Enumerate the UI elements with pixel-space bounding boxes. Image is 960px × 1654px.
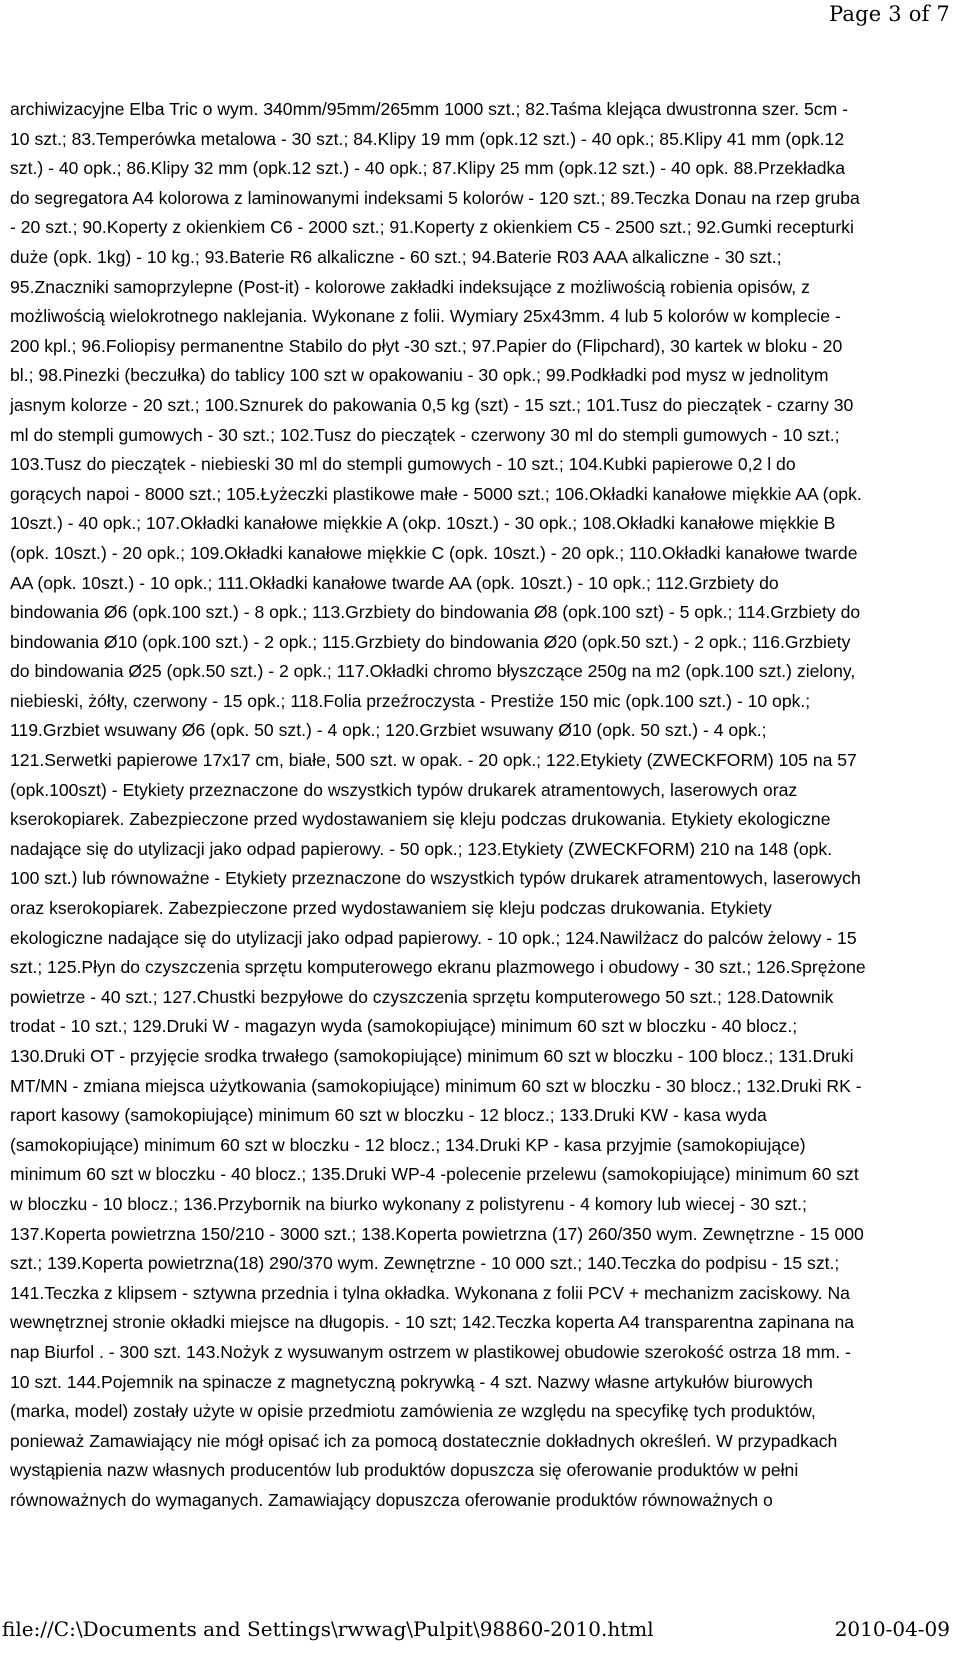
body-text-line: nadające się do utylizacji jako odpad papierowy. - 50 opk.; 123.Etykiety (ZWECKFORM) 210 na 148 (opk. bbox=[10, 838, 833, 859]
body-text-line: gorących napoi - 8000 szt.; 105.Łyżeczki plastikowe małe - 5000 szt.; 106.Okładki kanałowe miękkie AA (opk. bbox=[10, 483, 862, 504]
body-text-line: szt.) - 40 opk.; 86.Klipy 32 mm (opk.12 szt.) - 40 opk.; 87.Klipy 25 mm (opk.12 szt.) - 40 opk. 88.Przekładka bbox=[10, 158, 846, 179]
body-text-line: 137.Koperta powietrzna 150/210 - 3000 szt.; 138.Koperta powietrzna (17) 260/350 wym. Zewnętrzne - 15 000 bbox=[10, 1223, 864, 1244]
body-text-line: szt.; 125.Płyn do czyszczenia sprzętu komputerowego ekranu plazmowego i obudowy - 30 szt.; 126.Sprężone bbox=[10, 957, 866, 978]
body-text-line: szt.; 139.Koperta powietrzna(18) 290/370 wym. Zewnętrzne - 10 000 szt.; 140.Teczka do podpisu - 15 szt.; bbox=[10, 1253, 840, 1274]
body-text-line: do bindowania Ø25 (opk.50 szt.) - 2 opk.; 117.Okładki chromo błyszczące 250g na m2 (opk.100 szt.) zielony, bbox=[10, 661, 856, 682]
body-text-line: kserokopiarek. Zabezpieczone przed wydostawaniem się kleju podczas drukowania. Etykiety ekologiczne bbox=[10, 809, 831, 830]
body-text-line: minimum 60 szt w bloczku - 40 blocz.; 135.Druki WP-4 -polecenie przelewu (samokopiujące) minimum 60 szt bbox=[10, 1164, 859, 1185]
body-text-line: bindowania Ø10 (opk.100 szt.) - 2 opk.; 115.Grzbiety do bindowania Ø20 (opk.50 szt.) - 2 opk.; 116.Grzbiety bbox=[10, 631, 851, 652]
page-number: Page 3 of 7 bbox=[829, 2, 950, 26]
body-text-line: nap Biurfol . - 300 szt. 143.Nożyk z wysuwanym ostrzem w plastikowej obudowie szerokość ostrza 18 mm. - bbox=[10, 1341, 851, 1362]
body-text-line: ekologiczne nadające się do utylizacji jako odpad papierowy. - 10 opk.; 124.Nawilżacz do palców żelowy - 15 bbox=[10, 927, 857, 948]
body-text-line: MT/MN - zmiana miejsca użytkowania (samokopiujące) minimum 60 szt w bloczku - 30 blocz.; 132.Druki RK - bbox=[10, 1075, 862, 1096]
body-text-line: 103.Tusz do pieczątek - niebieski 30 ml do stempli gumowych - 10 szt.; 104.Kubki papierowe 0,2 l do bbox=[10, 454, 796, 475]
body-text-line: (marka, model) zostały użyte w opisie przedmiotu zamówienia ze względu na specyfikę tych produktów, bbox=[10, 1401, 816, 1422]
body-text-line: ponieważ Zamawiający nie mógł opisać ich za pomocą dostatecznie dokładnych określeń. W przypadkach bbox=[10, 1430, 838, 1451]
body-text-line: w bloczku - 10 blocz.; 136.Przybornik na biurko wykonany z polistyrenu - 4 komory lub wiecej - 30 szt.; bbox=[10, 1193, 807, 1214]
body-text-line: niebieski, żółty, czerwony - 15 opk.; 118.Folia przeźroczysta - Prestiże 150 mic (opk.100 szt.) - 10 opk.; bbox=[10, 690, 811, 711]
body-text-line: trodat - 10 szt.; 129.Druki W - magazyn wyda (samokopiujące) minimum 60 szt w bloczku - 40 blocz.; bbox=[10, 1016, 798, 1037]
body-text-line: 119.Grzbiet wsuwany Ø6 (opk. 50 szt.) - 4 opk.; 120.Grzbiet wsuwany Ø10 (opk. 50 szt.) - 4 opk.; bbox=[10, 720, 767, 741]
body-text-line: archiwizacyjne Elba Tric o wym. 340mm/95mm/265mm 1000 szt.; 82.Taśma klejąca dwustronna szer. 5cm - bbox=[10, 99, 848, 119]
body-text-line: 10 szt. 144.Pojemnik na spinacze z magnetyczną pokrywką - 4 szt. Nazwy własne artykułów biurowych bbox=[10, 1371, 813, 1392]
body-text-line: AA (opk. 10szt.) - 10 opk.; 111.Okładki kanałowe twarde AA (opk. 10szt.) - 10 opk.; 112.Grzbiety do bbox=[10, 572, 779, 593]
body-text-line: 200 kpl.; 96.Foliopisy permanentne Stabilo do płyt -30 szt.; 97.Papier do (Flipchard), 30 kartek w bloku - 20 bbox=[10, 335, 843, 356]
body-text-line: 121.Serwetki papierowe 17x17 cm, białe, 500 szt. w opak. - 20 opk.; 122.Etykiety (ZWECKFORM) 105 na 57 bbox=[10, 750, 857, 771]
body-text-line: równoważnych do wymaganych. Zamawiający dopuszcza oferowanie produktów równoważnych o bbox=[10, 1489, 773, 1510]
body-text-line: 95.Znaczniki samoprzylepne (Post-it) - kolorowe zakładki indeksujące z możliwością robienia opisów, z bbox=[10, 276, 810, 297]
body-text-line: oraz kserokopiarek. Zabezpieczone przed wydostawaniem się kleju podczas drukowania. Etykiety bbox=[10, 898, 772, 919]
body-text-line: możliwością wielokrotnego naklejania. Wykonane z folii. Wymiary 25x43mm. 4 lub 5 kolorów w komplecie - bbox=[10, 306, 841, 327]
body-text-line: 141.Teczka z klipsem - sztywna przednia i tylna okładka. Wykonana z folii PCV + mechanizm zaciskowy. Na bbox=[10, 1282, 850, 1303]
body-text-line: powietrze - 40 szt.; 127.Chustki bezpyłowe do czyszczenia sprzętu komputerowego 50 szt.; 128.Datownik bbox=[10, 986, 834, 1007]
body-text-line: 100 szt.) lub równoważne - Etykiety przeznaczone do wszystkich typów drukarek atramentowych, laserowych bbox=[10, 868, 861, 889]
body-text-line: duże (opk. 1kg) - 10 kg.; 93.Baterie R6 alkaliczne - 60 szt.; 94.Baterie R03 AAA alkaliczne - 30 szt.; bbox=[10, 246, 782, 267]
body-text-line: (opk. 10szt.) - 20 opk.; 109.Okładki kanałowe miękkie C (opk. 10szt.) - 20 opk.; 110.Okładki kanałowe twarde bbox=[10, 542, 858, 563]
body-text-line: - 20 szt.; 90.Koperty z okienkiem C6 - 2000 szt.; 91.Koperty z okienkiem C5 - 2500 szt.; 92.Gumki recepturki bbox=[10, 217, 854, 238]
body-text-line: do segregatora A4 kolorowa z laminowanymi indeksami 5 kolorów - 120 szt.; 89.Teczka Donau na rzep gruba bbox=[10, 187, 860, 208]
body-text-line: jasnym kolorze - 20 szt.; 100.Sznurek do pakowania 0,5 kg (szt) - 15 szt.; 101.Tusz do pieczątek - czarny 30 bbox=[10, 394, 854, 415]
body-text-line: (opk.100szt) - Etykiety przeznaczone do wszystkich typów drukarek atramentowych, laserowych oraz bbox=[10, 779, 798, 800]
body-text-line: 10 szt.; 83.Temperówka metalowa - 30 szt.; 84.Klipy 19 mm (opk.12 szt.) - 40 opk.; 85.Klipy 41 mm (opk.12 bbox=[10, 128, 845, 149]
body-text-line: 10szt.) - 40 opk.; 107.Okładki kanałowe miękkie A (okp. 10szt.) - 30 opk.; 108.Okładki kanałowe miękkie B bbox=[10, 513, 836, 534]
body-text-line: bindowania Ø6 (opk.100 szt.) - 8 opk.; 113.Grzbiety do bindowania Ø8 (opk.100 szt) - 5 opk.; 114.Grzbiety do bbox=[10, 602, 861, 623]
body-text-line: (samokopiujące) minimum 60 szt w bloczku - 12 blocz.; 134.Druki KP - kasa przyjmie (samokopiujące) bbox=[10, 1134, 806, 1155]
footer-file-path: file://C:\Documents and Settings\rwwag\Pulpit\98860-2010.html bbox=[2, 1617, 654, 1641]
body-text-line: ml do stempli gumowych - 30 szt.; 102.Tusz do pieczątek - czerwony 30 ml do stempli gumowych - 10 szt.; bbox=[10, 424, 840, 445]
footer-date: 2010-04-09 bbox=[834, 1617, 950, 1641]
body-text-line: wystąpienia nazw własnych producentów lub produktów dopuszcza się oferowanie produktów w pełni bbox=[10, 1460, 799, 1481]
body-text-line: wewnętrznej stronie okładki miejsce na długopis. - 10 szt; 142.Teczka koperta A4 transparentna zapinana na bbox=[10, 1312, 855, 1333]
document-body bbox=[10, 95, 928, 1516]
body-text-line: bl.; 98.Pinezki (beczułka) do tablicy 100 szt w opakowaniu - 30 opk.; 99.Podkładki pod mysz w jednolitym bbox=[10, 365, 829, 386]
body-text-line: 130.Druki OT - przyjęcie srodka trwałego (samokopiujące) minimum 60 szt w bloczku - 100 blocz.; 131.Druki bbox=[10, 1046, 854, 1066]
body-text-line: raport kasowy (samokopiujące) minimum 60 szt w bloczku - 12 blocz.; 133.Druki KW - kasa wyda bbox=[10, 1105, 767, 1126]
